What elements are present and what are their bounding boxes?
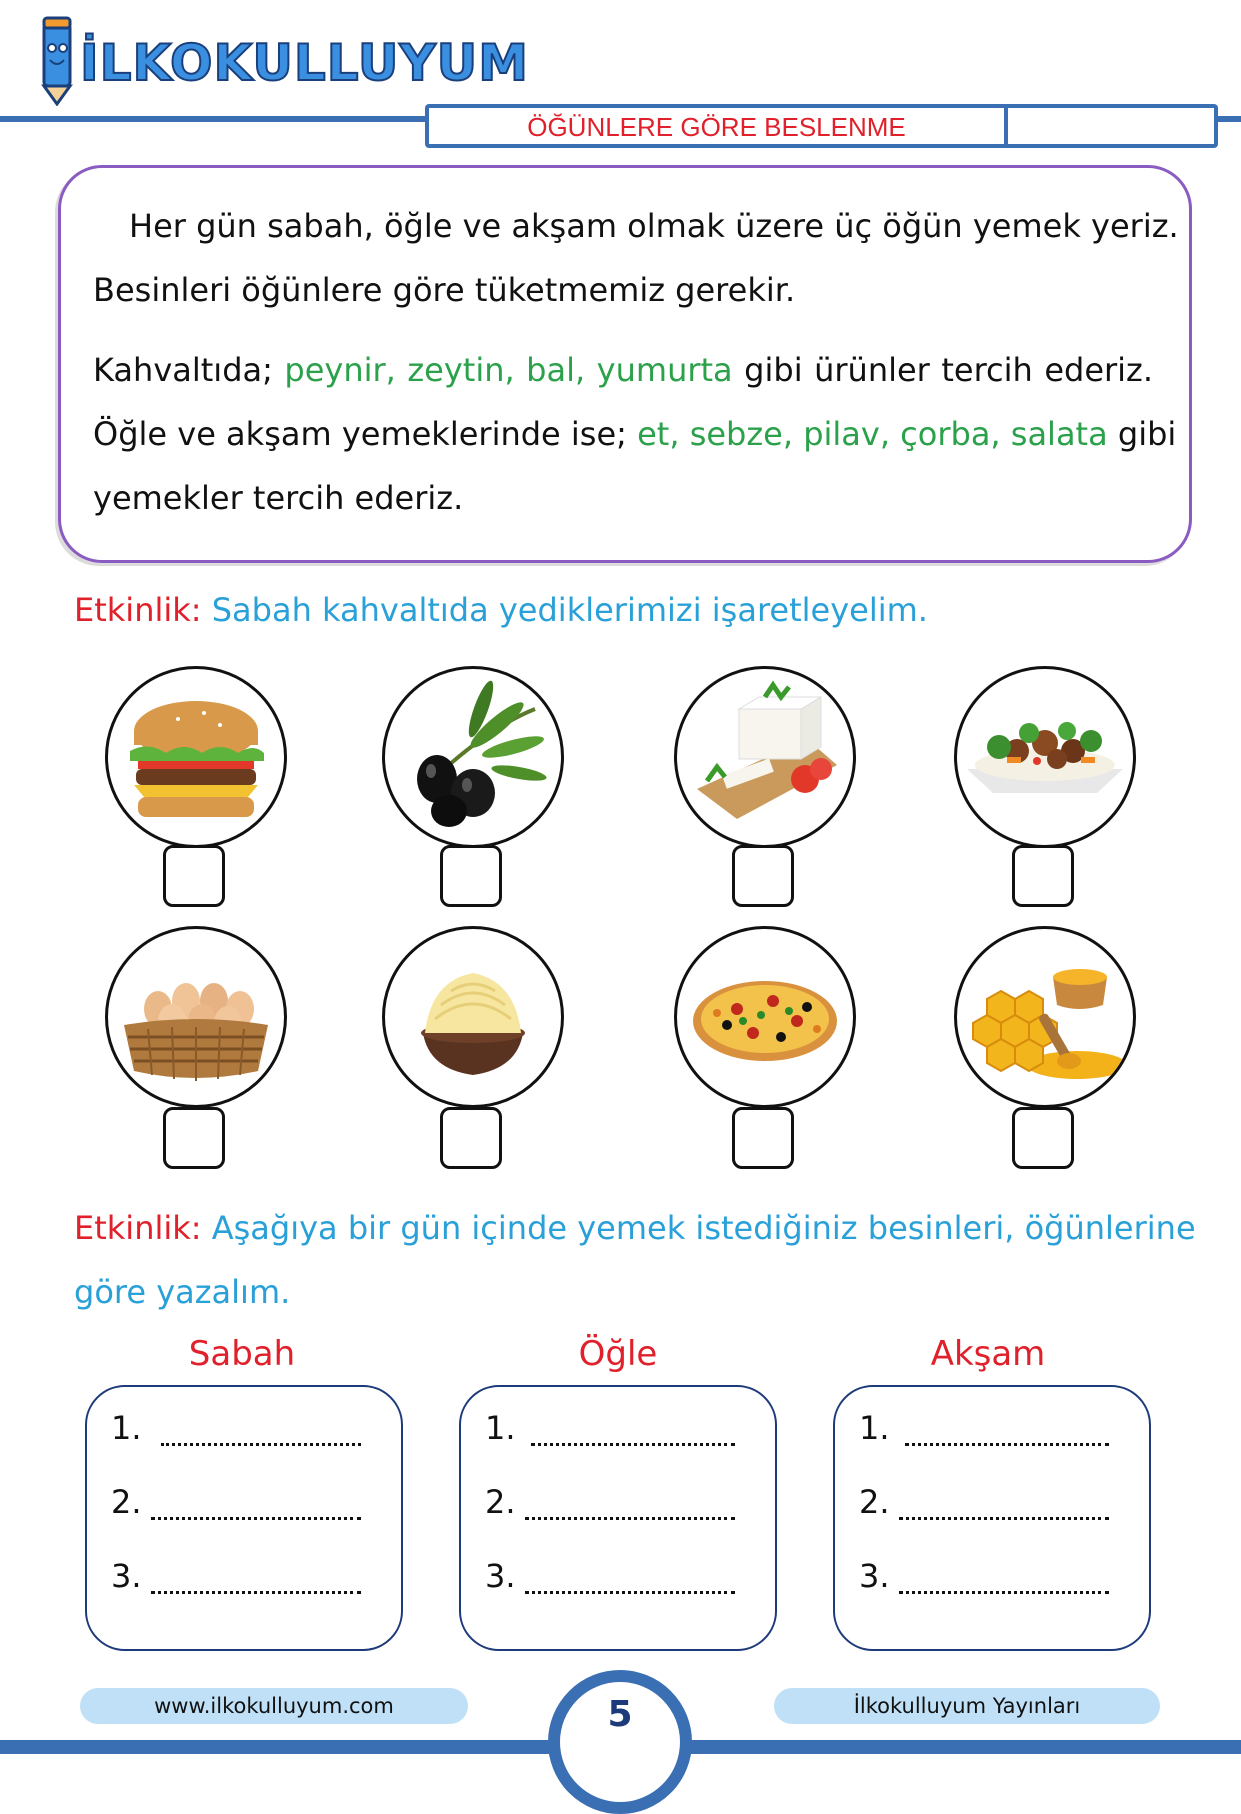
page-title: ÖĞÜNLERE GÖRE BESLENME (527, 112, 906, 142)
info-box (58, 165, 1192, 563)
activity-text: Aşağıya bir gün içinde yemek istediğiniz besinleri, öğünlerine (211, 1209, 1196, 1247)
meal-box-ogle (459, 1385, 777, 1651)
food-meat-vegetables (954, 666, 1136, 848)
info-text: Öğle ve akşam yemeklerinde ise; (93, 415, 638, 453)
answer-line[interactable] (525, 1591, 735, 1594)
info-line-1: Her gün sabah, öğle ve akşam olmak üzere üç öğün yemek yeriz. (129, 207, 1179, 245)
info-line-4 (93, 414, 1177, 454)
line-number: 2. (859, 1483, 890, 1521)
lunch-dinner-foods: et, sebze, pilav, çorba, salata (637, 415, 1108, 453)
activity-1-heading (74, 590, 928, 630)
food-honey (954, 926, 1136, 1108)
line-number: 3. (111, 1557, 142, 1595)
title-divider (1004, 108, 1008, 144)
answer-line[interactable] (899, 1517, 1109, 1520)
line-number: 2. (485, 1483, 516, 1521)
title-box (425, 104, 1218, 148)
activity-text: göre yazalım. (74, 1273, 291, 1311)
checkbox-olives[interactable] (440, 845, 502, 907)
breakfast-foods: peynir, zeytin, bal, yumurta (284, 351, 733, 389)
answer-line[interactable] (905, 1443, 1109, 1446)
olives-icon (385, 669, 561, 845)
activity-2-heading-cont (74, 1272, 290, 1312)
answer-line[interactable] (525, 1517, 735, 1520)
checkbox-honey[interactable] (1012, 1107, 1074, 1169)
page-number: 5 (607, 1694, 633, 1735)
food-butter (382, 926, 564, 1108)
answer-line[interactable] (531, 1443, 735, 1446)
meal-title-aksam: Akşam (930, 1334, 1046, 1374)
activity-text: Sabah kahvaltıda yediklerimizi işaretleyelim. (211, 591, 928, 629)
answer-line[interactable] (151, 1591, 361, 1594)
meat-vegetables-icon (957, 669, 1133, 845)
info-text: gibi ürünler tercih ederiz. (732, 351, 1154, 389)
food-cheese (674, 666, 856, 848)
activity-2-heading (74, 1208, 1196, 1248)
line-number: 1. (485, 1409, 516, 1447)
activity-label: Etkinlik: (74, 1209, 202, 1247)
line-number: 3. (485, 1557, 516, 1595)
publisher-name: İlkokulluyum Yayınları (774, 1688, 1160, 1724)
line-number: 2. (111, 1483, 142, 1521)
meal-title-ogle: Öğle (578, 1334, 658, 1374)
website-link[interactable]: www.ilkokulluyum.com (80, 1688, 468, 1724)
pencil-mascot-icon (30, 14, 84, 106)
activity-label: Etkinlik: (74, 591, 202, 629)
eggs-basket-icon (108, 929, 284, 1105)
logo-text: İLKOKULLUYUM (80, 34, 530, 92)
hamburger-icon (108, 669, 284, 845)
checkbox-eggs[interactable] (163, 1107, 225, 1169)
honey-icon (957, 929, 1133, 1105)
info-line-2: Besinleri öğünlere göre tüketmemiz gerekir. (93, 271, 796, 309)
food-olives (382, 666, 564, 848)
checkbox-hamburger[interactable] (163, 845, 225, 907)
logo (30, 14, 530, 106)
answer-line[interactable] (161, 1443, 361, 1446)
pizza-icon (677, 929, 853, 1105)
line-number: 1. (111, 1409, 142, 1447)
cheese-icon (677, 669, 853, 845)
info-line-3 (93, 350, 1153, 390)
info-line-5: yemekler tercih ederiz. (93, 479, 464, 517)
line-number: 3. (859, 1557, 890, 1595)
food-hamburger (105, 666, 287, 848)
meal-title-sabah: Sabah (188, 1334, 296, 1374)
page-number-badge (548, 1670, 692, 1814)
info-text: gibi (1107, 415, 1177, 453)
checkbox-cheese[interactable] (732, 845, 794, 907)
checkbox-meat-vegetables[interactable] (1012, 845, 1074, 907)
info-text: Kahvaltıda; (93, 351, 285, 389)
answer-line[interactable] (899, 1591, 1109, 1594)
butter-icon (385, 929, 561, 1105)
meal-box-sabah (85, 1385, 403, 1651)
checkbox-butter[interactable] (440, 1107, 502, 1169)
answer-line[interactable] (151, 1517, 361, 1520)
line-number: 1. (859, 1409, 890, 1447)
checkbox-pizza[interactable] (732, 1107, 794, 1169)
meal-box-aksam (833, 1385, 1151, 1651)
food-pizza (674, 926, 856, 1108)
food-eggs (105, 926, 287, 1108)
